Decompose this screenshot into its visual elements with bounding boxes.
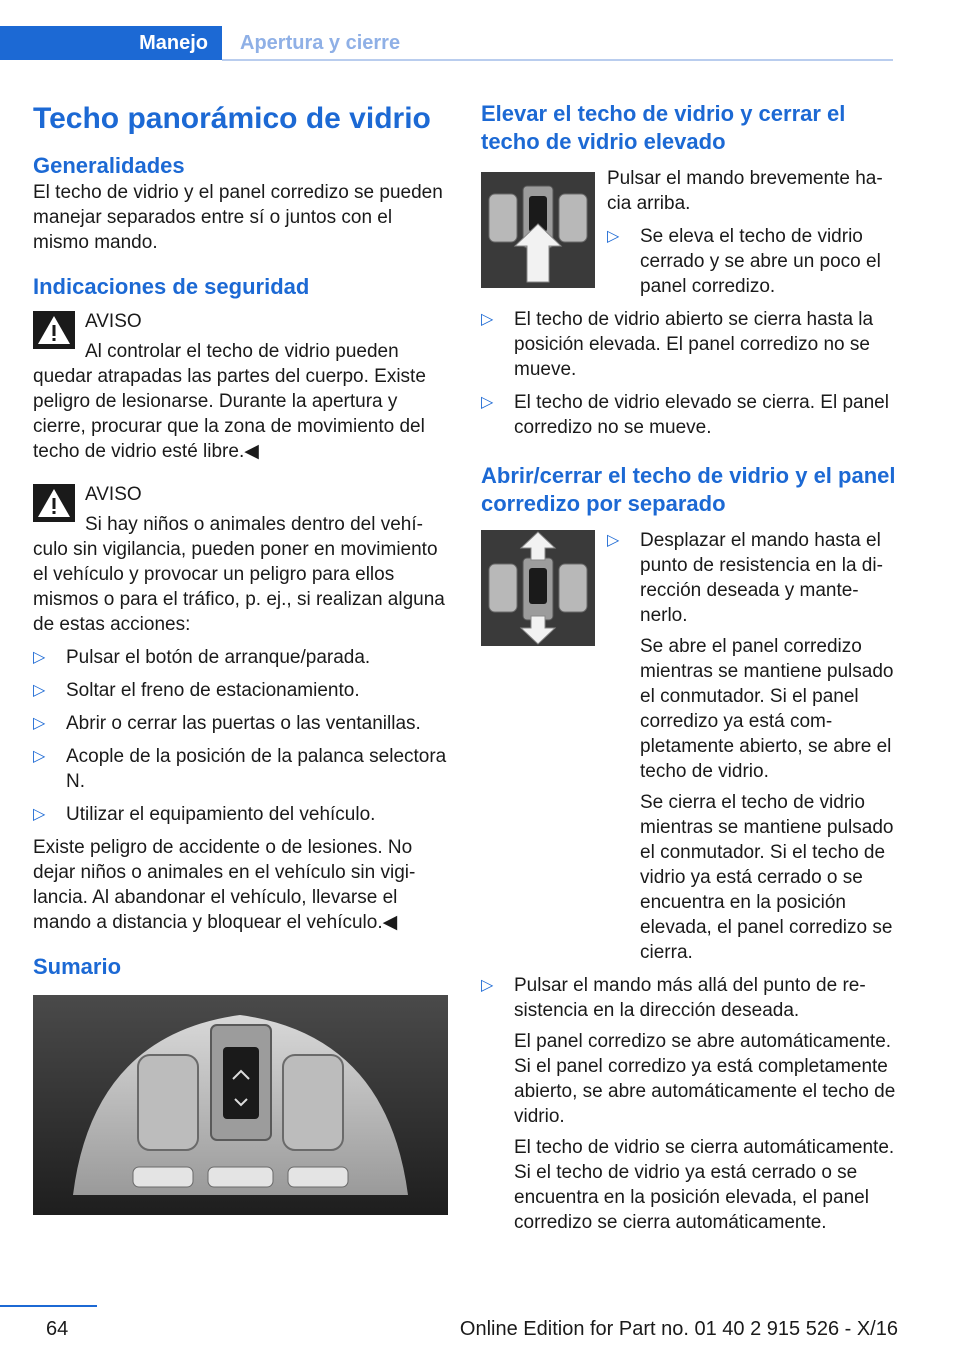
list-item: ▷ Abrir o cerrar las puertas o las ventanillas. (33, 713, 421, 734)
warning-icon (33, 484, 75, 522)
warning-icon (33, 311, 75, 349)
list-item: ▷ El techo de vidrio elevado se cierra. El panel corredizo no se mueve. (481, 392, 889, 438)
triangle-bullet-icon: ▷ (607, 532, 620, 549)
warning-label: AVISO (85, 311, 142, 332)
warning-label: AVISO (85, 484, 142, 505)
section-tabs (0, 26, 893, 62)
list-item: ▷ Se eleva el techo de vidrio cerrado y se abre un poco el panel corredizo. (607, 226, 881, 297)
list-item: ▷ Pulsar el mando más allá del punto de resistencia en la dirección deseada. El panel corredizo se abre automáticamente. Si el panel corredizo ya está completamente abierto, se abre automáticamente el techo de vidrio. El techo de vidrio se cierra automáticamente. Si el techo de vidrio ya está cerrado o se encuentra en la posición elevada, el panel corredizo se cierra automáticamente. (481, 975, 896, 1233)
tab-apertura-y-cierre[interactable]: Apertura y cierre (240, 32, 401, 54)
elevar-list (481, 307, 896, 440)
triangle-bullet-icon: ▷ (33, 715, 46, 732)
elevar-intro: Pulsar el mando brevemente hacia arriba. (607, 168, 883, 214)
tab-manejo[interactable]: Manejo (0, 26, 222, 60)
list-item: ▷ Soltar el freno de estacionamiento. (33, 680, 360, 701)
footer-rule (0, 1305, 97, 1307)
right-column (481, 100, 896, 1243)
sumario-heading: Sumario (33, 954, 122, 979)
warning-text: Al controlar el techo de vidrio pueden quedar atrapadas las partes del cuerpo. Existe peligro de lesionarse. Durante la apertura y cierre, procurar que la zona de movimiento del techo de vidrio esté libre.◀ (33, 341, 426, 462)
triangle-bullet-icon: ▷ (33, 682, 46, 699)
generalidades-text: El techo de vidrio y el panel corredizo se pueden manejar separados entre sí o juntos con el mismo mando. (33, 182, 443, 253)
list-item: ▷ El techo de vidrio abierto se cierra hasta la posición elevada. El panel corredizo no se mueve. (481, 309, 874, 380)
warning-block-1 (33, 309, 448, 464)
triangle-bullet-icon: ▷ (481, 394, 494, 411)
page-title: Techo panorámico de vidrio (33, 102, 431, 135)
left-column (33, 100, 448, 1215)
separado-list-nested (607, 528, 896, 965)
triangle-bullet-icon: ▷ (33, 649, 46, 666)
elevar-figure-block (481, 166, 896, 299)
list-item: ▷ Desplazar el mando hasta el punto de resistencia en la dirección deseada y mantenerlo. Se abre el panel corredizo mientras se mantiene pulsado el conmutador. Si el panel corredizo ya está completamente abierto, se abre el techo de vidrio. Se cierra el techo de vidrio mientras se mantiene pulsado el conmutador. Si el techo de vidrio ya está cerrado o se encuentra en la posición elevada, el panel corredizo se cierra. (607, 530, 894, 963)
separado-figure-block (481, 528, 896, 965)
roof-control-panel-image (33, 995, 448, 1215)
elevar-heading: Elevar el techo de vidrio y cerrar el techo de vidrio elevado (481, 101, 846, 154)
edition-text: Online Edition for Part no. 01 40 2 915 526 - X/16 (459, 1318, 898, 1340)
triangle-bullet-icon: ▷ (33, 748, 46, 765)
separado-heading: Abrir/cerrar el techo de vidrio y el panel corredizo por separado (481, 463, 896, 516)
elevar-list-nested (607, 224, 896, 299)
triangle-bullet-icon: ▷ (481, 977, 494, 994)
switch-push-up-image (481, 172, 595, 288)
seguridad-heading: Indicaciones de seguridad (33, 274, 310, 299)
warning-text: Si hay niños o animales dentro del vehículo sin vigilancia, pueden poner en movimiento el vehículo y provocar un peligro para ellos mismos o para el tráfico, p. ej., si realizan alguna de estas acciones: (33, 514, 445, 635)
triangle-bullet-icon: ▷ (607, 228, 620, 245)
switch-push-up-down-image (481, 530, 595, 646)
generalidades-heading: Generalidades (33, 153, 185, 178)
warning-closing-text: Existe peligro de accidente o de lesiones. No dejar niños o animales en el vehículo sin vigilancia. Al abandonar el vehículo, llevarse el mando a distancia y bloquear el vehículo.◀ (33, 837, 416, 933)
warning-block-2 (33, 482, 448, 637)
list-item: ▷ Acople de la posición de la palanca selectora N. (33, 746, 447, 792)
list-item: ▷ Utilizar el equipamiento del vehículo. (33, 804, 376, 825)
page-number: 64 (46, 1318, 69, 1340)
list-item: ▷ Pulsar el botón de arranque/parada. (33, 647, 371, 668)
separado-list (481, 973, 896, 1235)
header-rule (222, 59, 893, 61)
triangle-bullet-icon: ▷ (481, 311, 494, 328)
triangle-bullet-icon: ▷ (33, 806, 46, 823)
warning-actions-list (33, 645, 448, 827)
